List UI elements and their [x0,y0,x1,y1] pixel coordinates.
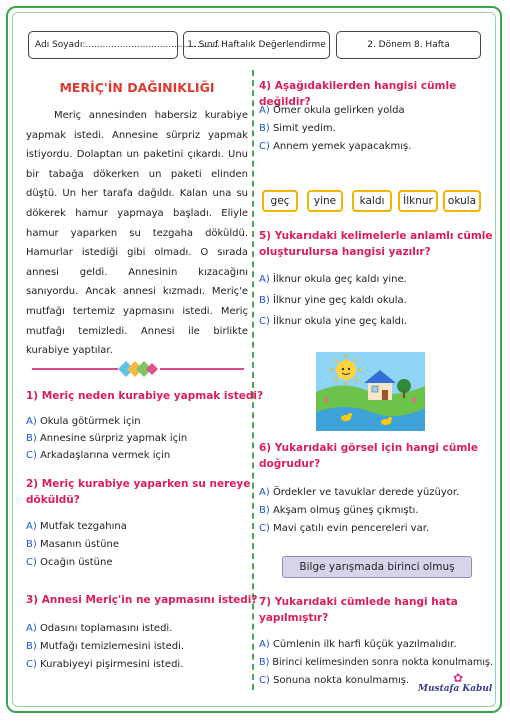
q3-option-a[interactable]: A) Odasını toplamasını istedi. [26,623,173,634]
q5-option-a[interactable]: A) İlknur okula geç kaldı yine. [259,274,407,285]
q2-option-b[interactable]: B) Masanın üstüne [26,539,119,550]
name-label: Adı Soyadı:............................................... [35,40,220,50]
question-3: 3) Annesi Meriç'in ne yapmasını istedi? [26,594,258,606]
separator-right [160,368,244,370]
diamond-ornament-icon [118,360,160,378]
question-7: 7) Yukarıdaki cümlede hangi hata yapılmıştır? [259,596,458,624]
q6-option-a[interactable]: A) Ördekler ve tavuklar derede yüzüyor. [259,487,460,498]
question-4: 4) Aşağıdakilerden hangisi cümle değildir? [259,80,457,108]
q1-option-c[interactable]: C) Arkadaşlarına vermek için [26,450,171,461]
word-box-3[interactable]: kaldı [352,190,392,212]
term-label: 2. Dönem 8. Hafta [367,40,450,50]
q6-option-b[interactable]: B) Akşam olmuş güneş çıkmıştı. [259,505,419,516]
q4-option-a[interactable]: A) Ömer okula gelirken yolda [259,105,405,116]
question-1: 1) Meriç neden kurabiye yapmak istedi? [26,390,264,402]
q3-option-b[interactable]: B) Mutfağı temizlemesini istedi. [26,641,185,652]
word-box-4[interactable]: İlknur [398,190,438,212]
story-text: Meriç annesinden habersiz kurabiye yapmak istedi. Annesine sürpriz yapmak istiyordu. Dolaptan un paketini çıkardı. Unu bir tabağa dökerken un paketi elinden düştü. Un her tarafa dağıldı. Kalan una su dökerek hamur yapmaya başladı. Eliyle hamur yaparken su tezgaha döküldü. Hamurlar istediği gibi olmadı. O sırada annesi geldi. Annesinin kızacağını sanıyordu. Ancak annesi kızmadı. Meriç'e mutfağı tertemiz yapmasını istedi. Meriç mutfağı temizledi. Annesi ile birlikte kurabiye yaptılar. [26,110,248,357]
author-signature: Mustafa Kabul [418,684,493,694]
q6-option-c[interactable]: C) Mavi çatılı evin pencereleri var. [259,523,430,534]
example-sentence-box: Bilge yarışmada birinci olmuş [282,556,472,578]
q1-option-b[interactable]: B) Annesine sürpriz yapmak için [26,433,188,444]
story-title: MERİÇ'İN DAĞINIKLIĞI [59,80,215,95]
assessment-label: 1. Sınıf Haftalık Değerlendirme [187,40,326,50]
q1-option-a[interactable]: A) Okula götürmek için [26,416,141,427]
question-2: 2) Meriç kurabiye yaparken su nereye döküldü? [26,478,251,506]
flower-icon: ✿ [453,671,464,685]
q4-option-c[interactable]: C) Annem yemek yapacakmış. [259,141,412,152]
question-6: 6) Yukarıdaki görsel için hangi cümle doğrudur? [259,442,479,470]
q7-option-b[interactable]: B) Birinci kelimesinden sonra nokta konulmamış. [259,657,494,668]
assessment-box [183,31,330,59]
name-field[interactable] [28,31,220,59]
word-box-2[interactable]: yine [307,190,343,212]
separator-left [32,368,118,370]
landscape-illustration [316,352,425,431]
word-box-5[interactable]: okula [443,190,481,212]
term-box [336,31,481,59]
q5-option-c[interactable]: C) İlknur okula yine geç kaldı. [259,316,407,327]
q5-option-b[interactable]: B) İlknur yine geç kaldı okula. [259,295,407,306]
q3-option-c[interactable]: C) Kurabiyeyi pişirmesini istedi. [26,659,184,670]
q7-option-a[interactable]: A) Cümlenin ilk harfi küçük yazılmalıdır. [259,639,457,650]
q7-option-c[interactable]: C) Sonuna nokta konulmamış. [259,675,410,686]
question-5: 5) Yukarıdaki kelimelerle anlamlı cümle oluşturulursa hangisi yazılır? [259,230,493,258]
q4-option-b[interactable]: B) Simit yedim. [259,123,336,134]
word-box-1[interactable]: geç [262,190,298,212]
q2-option-c[interactable]: C) Ocağın üstüne [26,557,113,568]
q2-option-a[interactable]: A) Mutfak tezgahına [26,521,127,532]
